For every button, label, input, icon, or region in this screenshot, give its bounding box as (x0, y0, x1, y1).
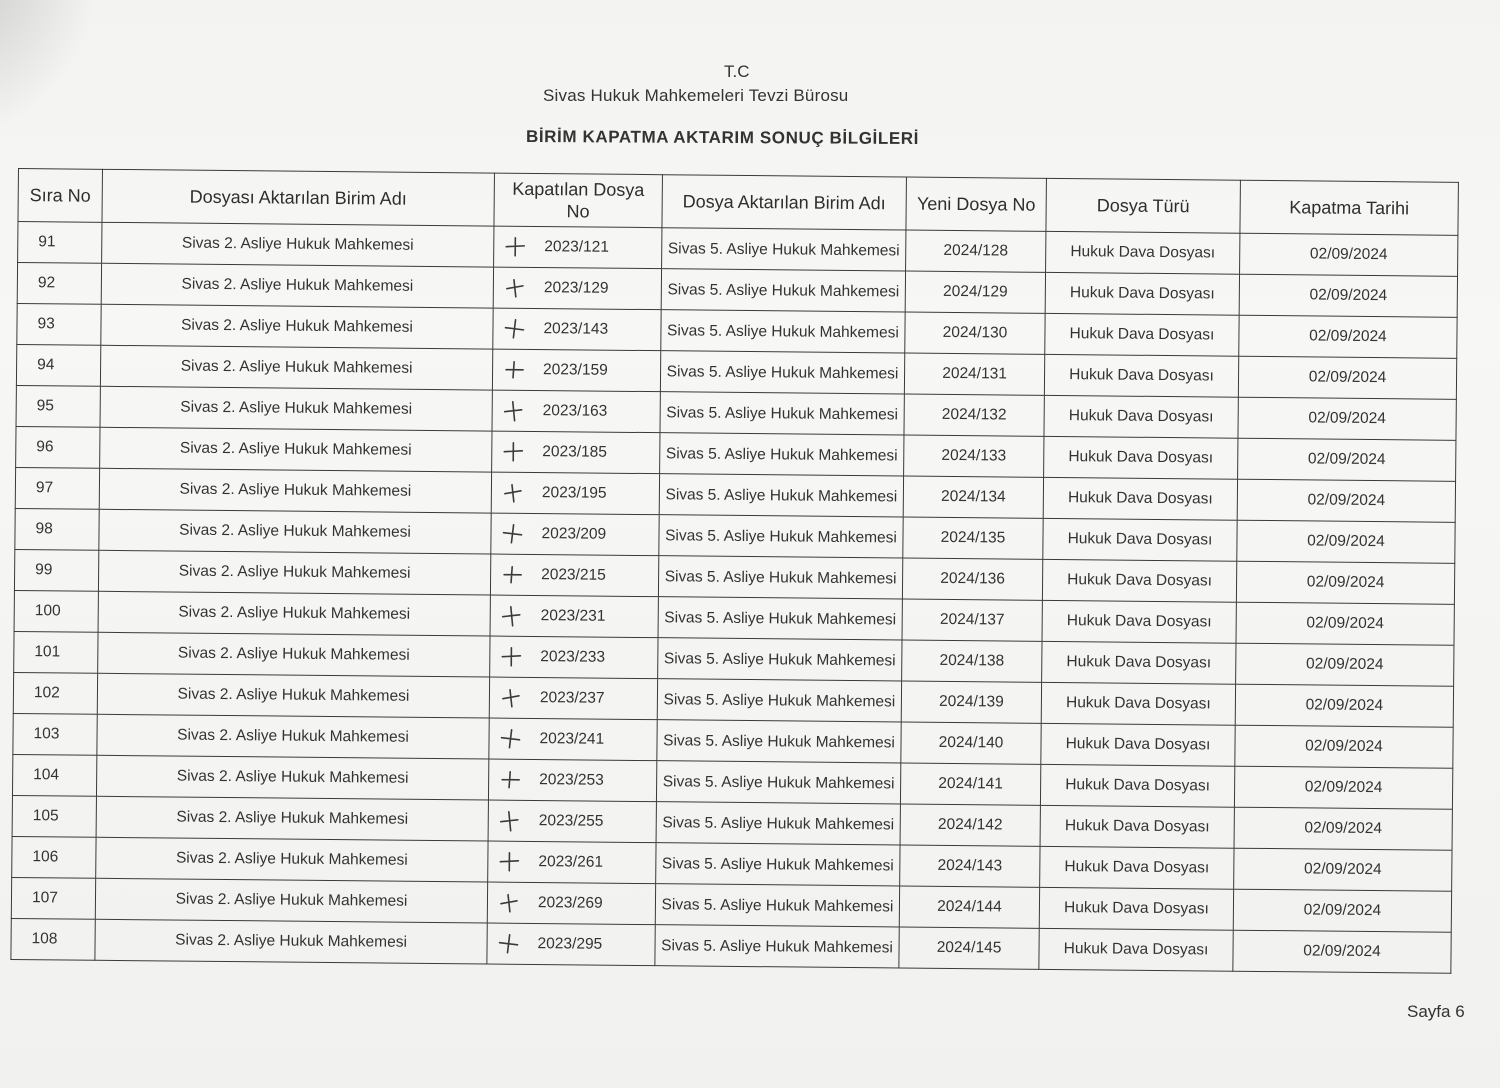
cell-date: 02/09/2024 (1239, 315, 1457, 358)
cell-target-unit: Sivas 5. Asliye Hukuk Mahkemesi (656, 761, 900, 804)
handwritten-check-icon (504, 277, 526, 299)
cell-file-type: Hukuk Dava Dosyası (1046, 231, 1240, 274)
cell-date: 02/09/2024 (1239, 274, 1457, 317)
cell-date: 02/09/2024 (1234, 848, 1452, 891)
cell-sira: 108 (11, 918, 95, 960)
handwritten-check-icon (503, 359, 525, 381)
cell-file-type: Hukuk Dava Dosyası (1041, 682, 1235, 725)
closed-no-text: 2023/237 (539, 689, 605, 707)
cell-source-unit: Sivas 2. Asliye Hukuk Mahkemesi (100, 345, 492, 390)
cell-target-unit: Sivas 5. Asliye Hukuk Mahkemesi (659, 474, 903, 517)
cell-date: 02/09/2024 (1237, 520, 1455, 563)
cell-target-unit: Sivas 5. Asliye Hukuk Mahkemesi (658, 597, 902, 640)
document-title: BİRİM KAPATMA AKTARIM SONUÇ BİLGİLERİ (525, 126, 920, 149)
cell-closed-no (487, 882, 655, 925)
cell-source-unit: Sivas 2. Asliye Hukuk Mahkemesi (100, 427, 492, 472)
cell-file-type: Hukuk Dava Dosyası (1039, 928, 1233, 971)
cell-sira: 98 (15, 508, 99, 550)
cell-file-type: Hukuk Dava Dosyası (1045, 313, 1239, 356)
closed-no-text: 2023/143 (543, 320, 609, 338)
handwritten-check-icon (501, 564, 523, 586)
cell-date: 02/09/2024 (1236, 643, 1454, 686)
cell-closed-no (491, 513, 659, 556)
cell-new-no: 2024/141 (900, 763, 1040, 805)
closed-no-text: 2023/261 (538, 853, 604, 871)
cell-target-unit: Sivas 5. Asliye Hukuk Mahkemesi (662, 228, 906, 271)
cell-source-unit: Sivas 2. Asliye Hukuk Mahkemesi (97, 714, 489, 759)
cell-target-unit: Sivas 5. Asliye Hukuk Mahkemesi (660, 392, 904, 435)
cell-sira: 105 (12, 795, 96, 837)
cell-sira: 100 (14, 590, 98, 632)
closed-no-text: 2023/233 (540, 648, 606, 666)
cell-date: 02/09/2024 (1240, 233, 1458, 276)
cell-date: 02/09/2024 (1235, 725, 1453, 768)
cell-date: 02/09/2024 (1235, 684, 1453, 727)
handwritten-check-icon (498, 892, 520, 914)
cell-file-type: Hukuk Dava Dosyası (1044, 395, 1238, 438)
closed-no-text: 2023/159 (543, 361, 608, 379)
cell-sira: 106 (12, 836, 96, 878)
cell-date: 02/09/2024 (1238, 356, 1456, 399)
cell-file-type: Hukuk Dava Dosyası (1044, 436, 1238, 479)
handwritten-check-icon (504, 236, 526, 258)
cell-date: 02/09/2024 (1234, 807, 1452, 850)
cell-closed-no (492, 349, 660, 392)
cell-sira: 103 (13, 713, 97, 755)
cell-sira: 93 (17, 303, 101, 345)
cell-sira: 94 (16, 344, 100, 386)
cell-target-unit: Sivas 5. Asliye Hukuk Mahkemesi (658, 556, 902, 599)
closed-no-text: 2023/121 (544, 238, 610, 256)
cell-new-no: 2024/133 (904, 435, 1044, 477)
cell-new-no: 2024/129 (905, 271, 1045, 313)
handwritten-check-icon (502, 482, 524, 504)
cell-file-type: Hukuk Dava Dosyası (1045, 272, 1239, 315)
cell-closed-no (492, 390, 660, 433)
cell-new-no: 2024/134 (903, 476, 1043, 518)
cell-new-no: 2024/137 (902, 599, 1042, 641)
cell-new-no: 2024/139 (901, 681, 1041, 723)
col-header-sira: Sıra No (18, 169, 103, 223)
cell-closed-no (488, 759, 656, 802)
cell-closed-no (491, 472, 659, 515)
col-header-date: Kapatma Tarihi (1240, 180, 1458, 235)
cell-source-unit: Sivas 2. Asliye Hukuk Mahkemesi (98, 550, 490, 595)
closed-no-text: 2023/241 (539, 730, 605, 748)
closed-no-text: 2023/163 (542, 402, 608, 420)
cell-source-unit: Sivas 2. Asliye Hukuk Mahkemesi (96, 796, 488, 841)
handwritten-check-icon (503, 400, 525, 422)
cell-new-no: 2024/142 (900, 804, 1040, 846)
cell-new-no: 2024/143 (900, 845, 1040, 887)
cell-target-unit: Sivas 5. Asliye Hukuk Mahkemesi (661, 269, 905, 312)
cell-target-unit: Sivas 5. Asliye Hukuk Mahkemesi (660, 351, 904, 394)
handwritten-check-icon (503, 318, 525, 340)
cell-file-type: Hukuk Dava Dosyası (1042, 600, 1236, 643)
handwritten-check-icon (501, 523, 523, 545)
cell-closed-no (488, 841, 656, 884)
cell-file-type: Hukuk Dava Dosyası (1040, 805, 1234, 848)
handwritten-check-icon (502, 441, 524, 463)
cell-source-unit: Sivas 2. Asliye Hukuk Mahkemesi (98, 591, 490, 636)
closed-no-text: 2023/185 (542, 443, 608, 461)
cell-date: 02/09/2024 (1237, 479, 1455, 522)
handwritten-check-icon (498, 851, 520, 873)
closed-no-text: 2023/231 (540, 607, 606, 625)
handwritten-check-icon (499, 810, 521, 832)
cell-target-unit: Sivas 5. Asliye Hukuk Mahkemesi (658, 638, 902, 681)
cell-closed-no (489, 677, 657, 720)
cell-source-unit: Sivas 2. Asliye Hukuk Mahkemesi (95, 919, 487, 964)
cell-closed-no (493, 267, 661, 310)
cell-sira: 102 (13, 672, 97, 714)
cell-file-type: Hukuk Dava Dosyası (1044, 354, 1238, 397)
cell-date: 02/09/2024 (1236, 602, 1454, 645)
cell-source-unit: Sivas 2. Asliye Hukuk Mahkemesi (96, 755, 488, 800)
header-tc: T.C (724, 62, 750, 81)
cell-closed-no (490, 554, 658, 597)
cell-source-unit: Sivas 2. Asliye Hukuk Mahkemesi (101, 304, 493, 349)
results-table (10, 168, 1459, 974)
cell-sira: 96 (16, 426, 100, 468)
cell-target-unit: Sivas 5. Asliye Hukuk Mahkemesi (660, 433, 904, 476)
cell-new-no: 2024/144 (899, 886, 1039, 928)
cell-closed-no (494, 226, 662, 269)
cell-closed-no (487, 923, 655, 966)
cell-date: 02/09/2024 (1234, 766, 1452, 809)
cell-new-no: 2024/145 (899, 927, 1039, 969)
closed-no-text: 2023/215 (541, 566, 606, 584)
cell-target-unit: Sivas 5. Asliye Hukuk Mahkemesi (659, 515, 903, 558)
cell-sira: 107 (11, 877, 95, 919)
cell-file-type: Hukuk Dava Dosyası (1040, 764, 1234, 807)
cell-new-no: 2024/138 (902, 640, 1042, 682)
cell-sira: 95 (16, 385, 100, 427)
cell-source-unit: Sivas 2. Asliye Hukuk Mahkemesi (96, 837, 488, 882)
cell-file-type: Hukuk Dava Dosyası (1039, 887, 1233, 930)
cell-date: 02/09/2024 (1238, 438, 1456, 481)
header-office: Sivas Hukuk Mahkemeleri Tevzi Bürosu (543, 86, 849, 105)
cell-closed-no (492, 431, 660, 474)
cell-sira: 99 (14, 549, 98, 591)
table-body (11, 222, 1458, 974)
closed-no-text: 2023/295 (537, 935, 603, 953)
closed-no-text: 2023/253 (539, 771, 604, 789)
cell-new-no: 2024/128 (906, 230, 1046, 272)
cell-sira: 97 (15, 467, 99, 509)
closed-no-text: 2023/269 (537, 894, 603, 912)
cell-closed-no (493, 308, 661, 351)
handwritten-check-icon (500, 646, 522, 668)
cell-file-type: Hukuk Dava Dosyası (1040, 846, 1234, 889)
cell-target-unit: Sivas 5. Asliye Hukuk Mahkemesi (655, 884, 899, 927)
cell-new-no: 2024/131 (904, 353, 1044, 395)
results-table-wrap (10, 168, 1468, 974)
cell-target-unit: Sivas 5. Asliye Hukuk Mahkemesi (657, 720, 901, 763)
cell-target-unit: Sivas 5. Asliye Hukuk Mahkemesi (655, 925, 899, 968)
closed-no-text: 2023/195 (541, 484, 607, 502)
col-header-closed-no: Kapatılan Dosya No (494, 173, 663, 228)
cell-source-unit: Sivas 2. Asliye Hukuk Mahkemesi (97, 673, 489, 718)
cell-closed-no (490, 595, 658, 638)
cell-date: 02/09/2024 (1233, 930, 1451, 973)
cell-target-unit: Sivas 5. Asliye Hukuk Mahkemesi (661, 310, 905, 353)
handwritten-check-icon (501, 605, 523, 627)
cell-target-unit: Sivas 5. Asliye Hukuk Mahkemesi (657, 679, 901, 722)
cell-sira: 92 (17, 263, 101, 305)
handwritten-check-icon (499, 769, 521, 791)
cell-sira: 91 (18, 222, 102, 264)
cell-source-unit: Sivas 2. Asliye Hukuk Mahkemesi (98, 632, 490, 677)
cell-source-unit: Sivas 2. Asliye Hukuk Mahkemesi (102, 222, 494, 267)
col-header-new-no: Yeni Dosya No (906, 177, 1047, 231)
cell-new-no: 2024/135 (903, 517, 1043, 559)
paper-shadow (0, 0, 100, 140)
cell-source-unit: Sivas 2. Asliye Hukuk Mahkemesi (99, 468, 491, 513)
cell-new-no: 2024/140 (901, 722, 1041, 764)
col-header-file-type: Dosya Türü (1046, 178, 1240, 233)
cell-new-no: 2024/130 (905, 312, 1045, 354)
cell-source-unit: Sivas 2. Asliye Hukuk Mahkemesi (101, 263, 493, 308)
cell-file-type: Hukuk Dava Dosyası (1042, 641, 1236, 684)
handwritten-check-icon (497, 933, 519, 955)
cell-source-unit: Sivas 2. Asliye Hukuk Mahkemesi (100, 386, 492, 431)
cell-new-no: 2024/136 (902, 558, 1042, 600)
cell-date: 02/09/2024 (1236, 561, 1454, 604)
handwritten-check-icon (500, 687, 522, 709)
cell-target-unit: Sivas 5. Asliye Hukuk Mahkemesi (656, 843, 900, 886)
cell-source-unit: Sivas 2. Asliye Hukuk Mahkemesi (95, 878, 487, 923)
cell-date: 02/09/2024 (1233, 889, 1451, 932)
closed-no-text: 2023/255 (538, 812, 604, 830)
cell-sira: 101 (14, 631, 98, 673)
cell-file-type: Hukuk Dava Dosyası (1042, 559, 1236, 602)
cell-closed-no (490, 636, 658, 679)
cell-new-no: 2024/132 (904, 394, 1044, 436)
cell-closed-no (488, 800, 656, 843)
cell-date: 02/09/2024 (1238, 397, 1456, 440)
cell-file-type: Hukuk Dava Dosyası (1043, 518, 1237, 561)
cell-source-unit: Sivas 2. Asliye Hukuk Mahkemesi (99, 509, 491, 554)
handwritten-check-icon (499, 728, 521, 750)
closed-no-text: 2023/129 (543, 279, 609, 297)
page-number: Sayfa 6 (1407, 1002, 1465, 1021)
cell-file-type: Hukuk Dava Dosyası (1041, 723, 1235, 766)
col-header-source-unit: Dosyası Aktarılan Birim Adı (102, 169, 494, 226)
cell-target-unit: Sivas 5. Asliye Hukuk Mahkemesi (656, 802, 900, 845)
closed-no-text: 2023/209 (541, 525, 607, 543)
cell-closed-no (489, 718, 657, 761)
cell-sira: 104 (12, 754, 96, 796)
col-header-target-unit: Dosya Aktarılan Birim Adı (662, 175, 906, 230)
cell-file-type: Hukuk Dava Dosyası (1043, 477, 1237, 520)
